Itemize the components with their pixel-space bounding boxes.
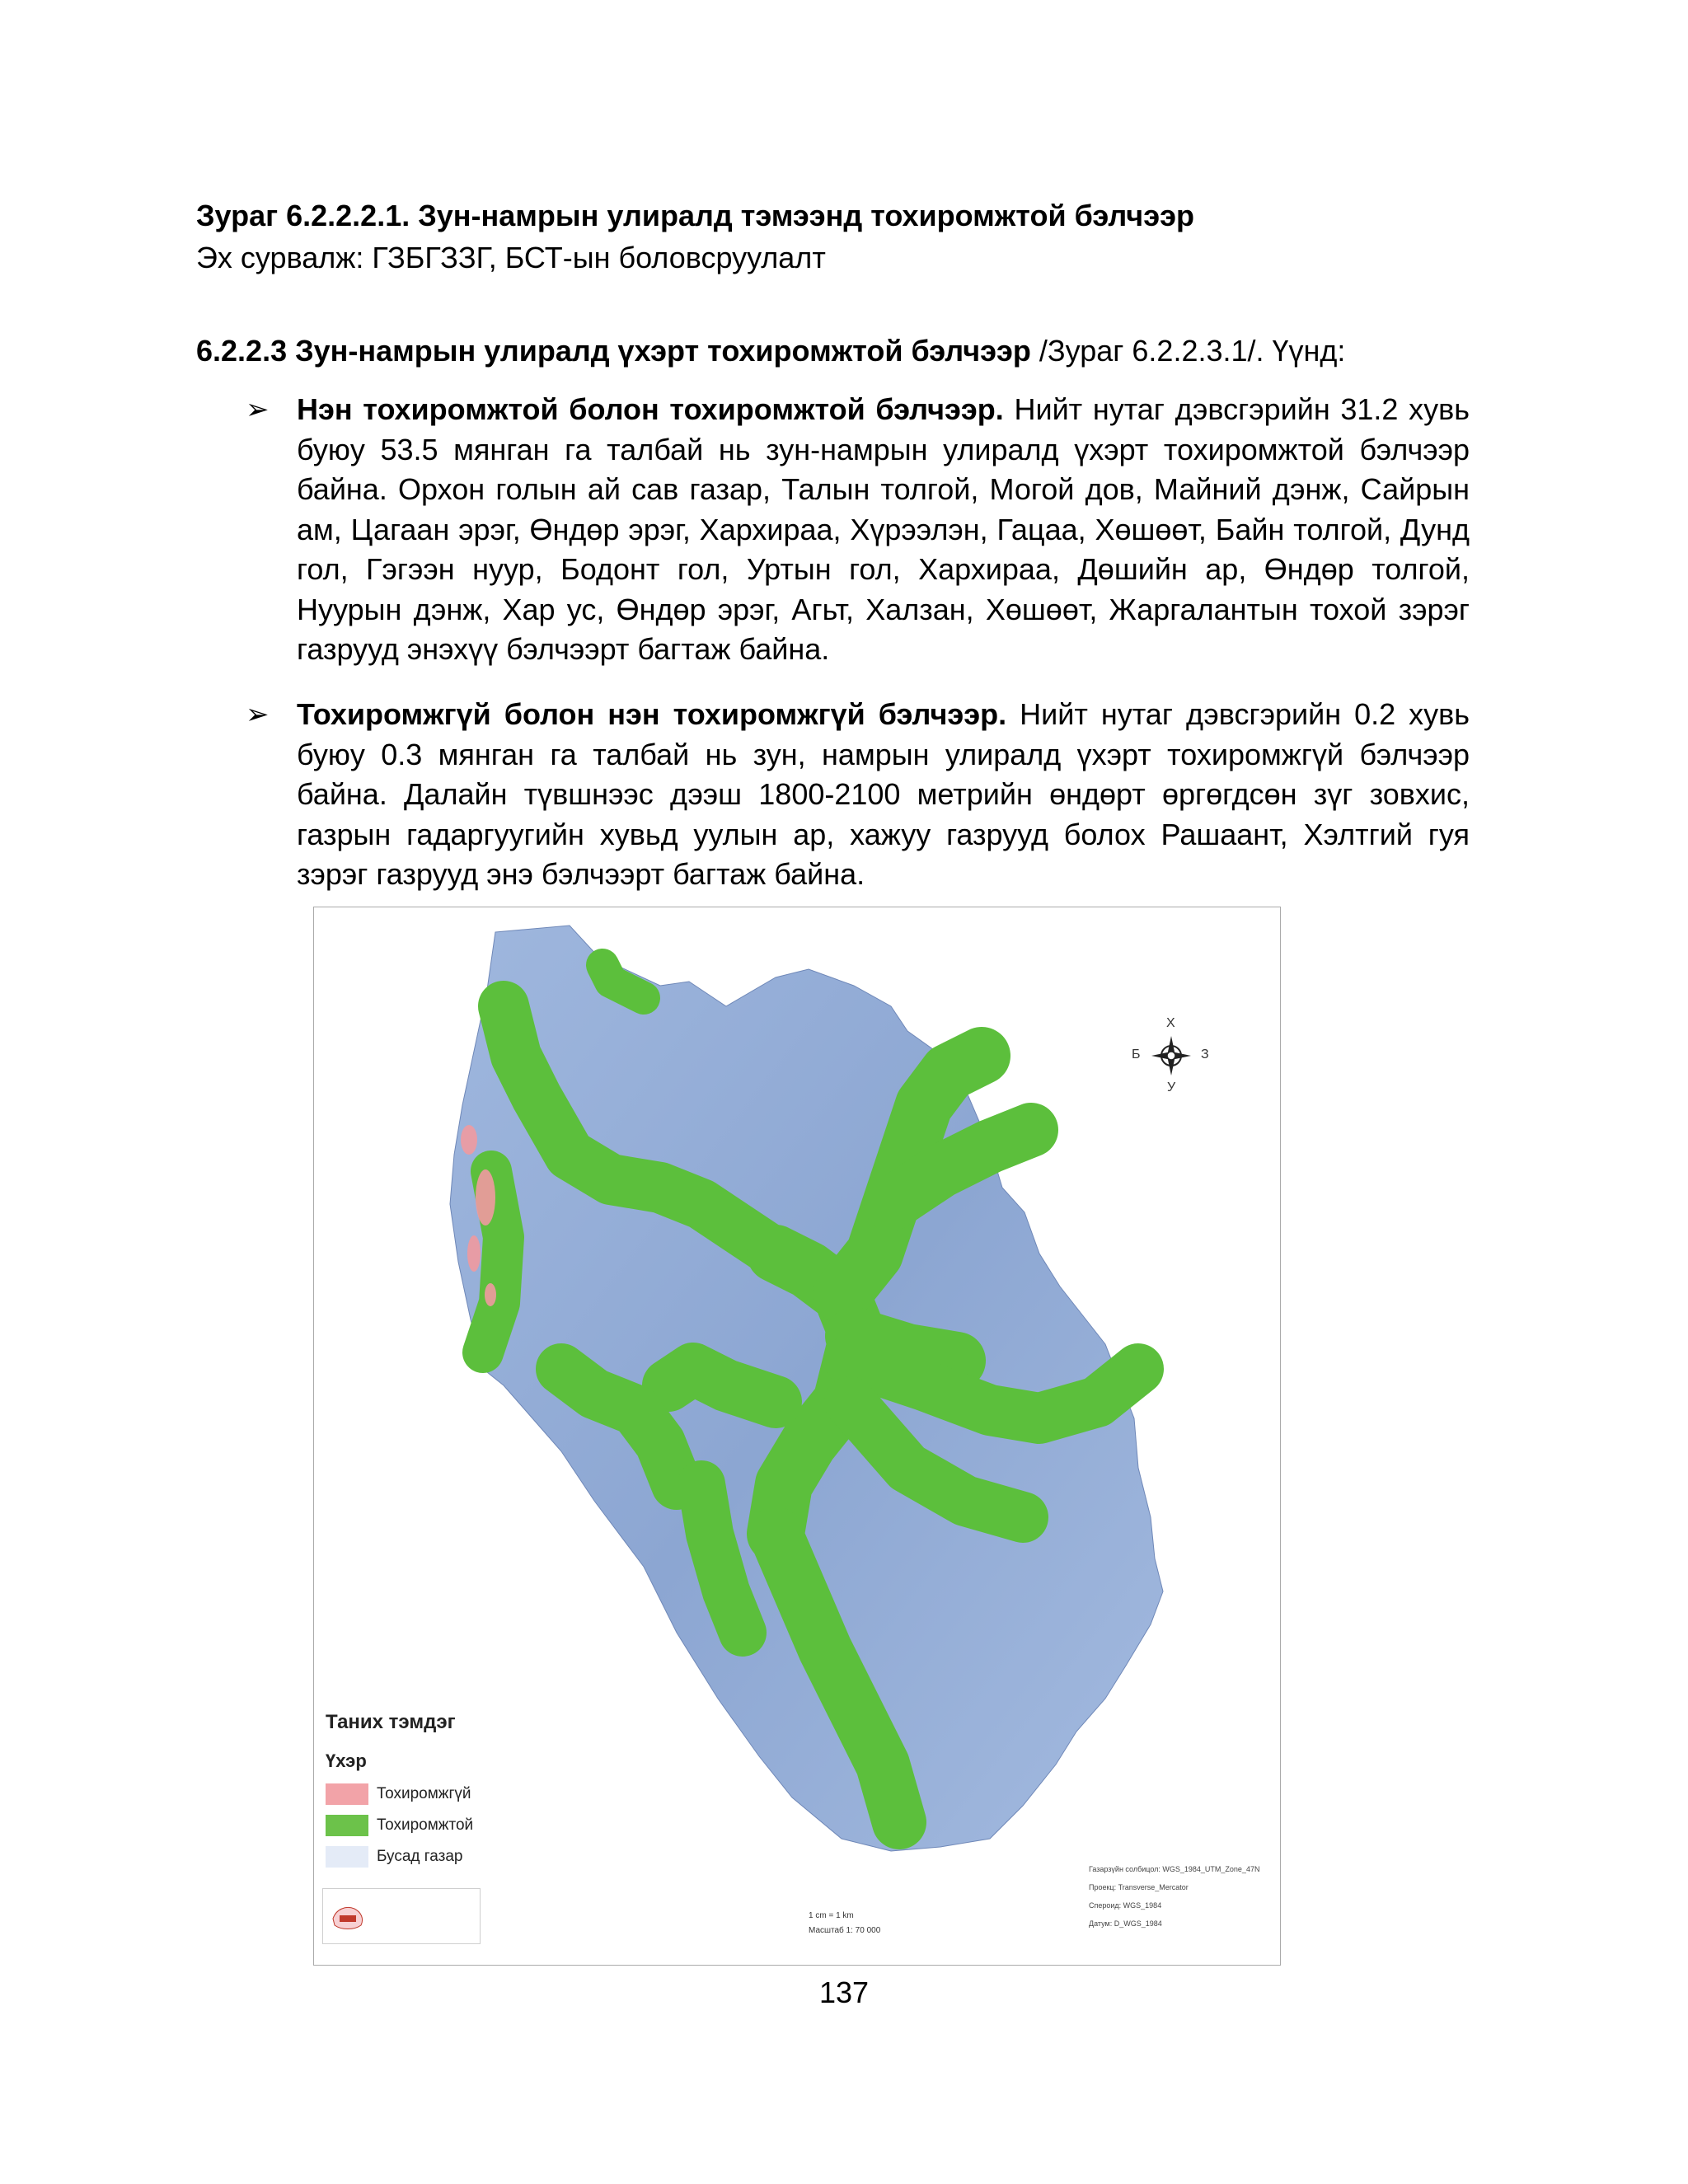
legend-swatch xyxy=(326,1815,368,1836)
compass-rose xyxy=(1130,1015,1212,1097)
legend-subtitle: Үхэр xyxy=(326,1750,367,1771)
figure-title: Зураг 6.2.2.2.1. Зун-намрын улиралд тэмээнд тохиромжтой бэлчээр xyxy=(196,199,1194,232)
legend-swatch xyxy=(326,1846,368,1868)
compass-west: Б xyxy=(1132,1047,1141,1062)
bullet-bold: Тохиромжгүй болон нэн тохиромжгүй бэлчээр. xyxy=(297,697,1007,731)
arrow-bullet-icon: ➢ xyxy=(246,394,270,425)
organization-logo xyxy=(322,1888,481,1944)
compass-south: У xyxy=(1167,1080,1176,1094)
legend-label: Тохиромжтой xyxy=(377,1816,474,1834)
compass-north: Х xyxy=(1166,1016,1175,1030)
projection-line: Спероид: WGS_1984 xyxy=(1089,1901,1162,1910)
page-number: 137 xyxy=(818,1975,870,2009)
legend-label: Бусад газар xyxy=(377,1848,463,1865)
section-heading-rest: /Зураг 6.2.2.3.1/. Үүнд: xyxy=(1030,334,1346,368)
scale-text: Масштаб 1: 70 000 xyxy=(809,1926,881,1935)
section-heading xyxy=(196,334,1345,368)
bullet-bold: Нэн тохиромжтой болон тохиромжтой бэлчээр. xyxy=(297,392,1004,426)
projection-line: Проекц: Transverse_Mercator xyxy=(1089,1883,1189,1891)
legend-label: Тохиромжгүй xyxy=(377,1785,471,1802)
logo-icon xyxy=(330,1900,366,1933)
pasture-map xyxy=(313,907,1281,1966)
projection-line: Газарзүйн солбицол: WGS_1984_UTM_Zone_47N xyxy=(1089,1865,1260,1873)
arrow-bullet-icon: ➢ xyxy=(246,699,270,730)
legend-swatch xyxy=(326,1783,368,1805)
bullet-text xyxy=(297,390,1470,670)
section-heading-bold: 6.2.2.3 Зун-намрын улиралд үхэрт тохиромжтой бэлчээр xyxy=(196,334,1031,368)
bullet-text xyxy=(297,695,1470,895)
legend-title: Таних тэмдэг xyxy=(326,1711,456,1733)
compass-east: З xyxy=(1201,1047,1209,1062)
scale-ratio-text: 1 cm = 1 km xyxy=(809,1911,854,1920)
figure-source: Эх сурвалж: ГЗБГЗЗГ, БСТ-ын боловсруулалт xyxy=(196,241,826,274)
projection-line: Датум: D_WGS_1984 xyxy=(1089,1919,1162,1928)
bullet-body: Нийт нутаг дэвсгэрийн 31.2 хувь буюу 53.5 мянган га талбай нь зун-намрын улиралд үхэрт тохиромжтой бэлчээр байна. Орхон голын ай сав газар, Талын толгой, Могой дов, Майний дэнж, Сайрын ам, Цагаан эрэг, Өндөр эрэг, Хархираа, Хүрээлэн, Гацаа, Хөшөөт, Байн толгой, Дунд гол, Гэгээн нуур, Бодонт гол, Уртын гол, Хархираа, Дөшийн ар, Өндөр толгой, Нуурын дэнж, Хар ус, Өндөр эрэг, Агьт, Халзан, Хөшөөт, Жаргалантын тохой зэрэг газрууд энэхүү бэлчээрт багтаж байна. xyxy=(297,392,1470,666)
bullet-body: Нийт нутаг дэвсгэрийн 0.2 хувь буюу 0.3 мянган га талбай нь зун, намрын улиралд үхэрт тохиромжгүй бэлчээр байна. Далайн түвшнээс дээш 1800-2100 метрийн өндөрт өргөгдсөн зүг зовхис, газрын гадаргуугийн хувьд уулын ар, хажуу газрууд болох Рашаант, Хэлтгий гуя зэрэг газрууд энэ бэлчээрт багтаж байна. xyxy=(297,697,1470,891)
